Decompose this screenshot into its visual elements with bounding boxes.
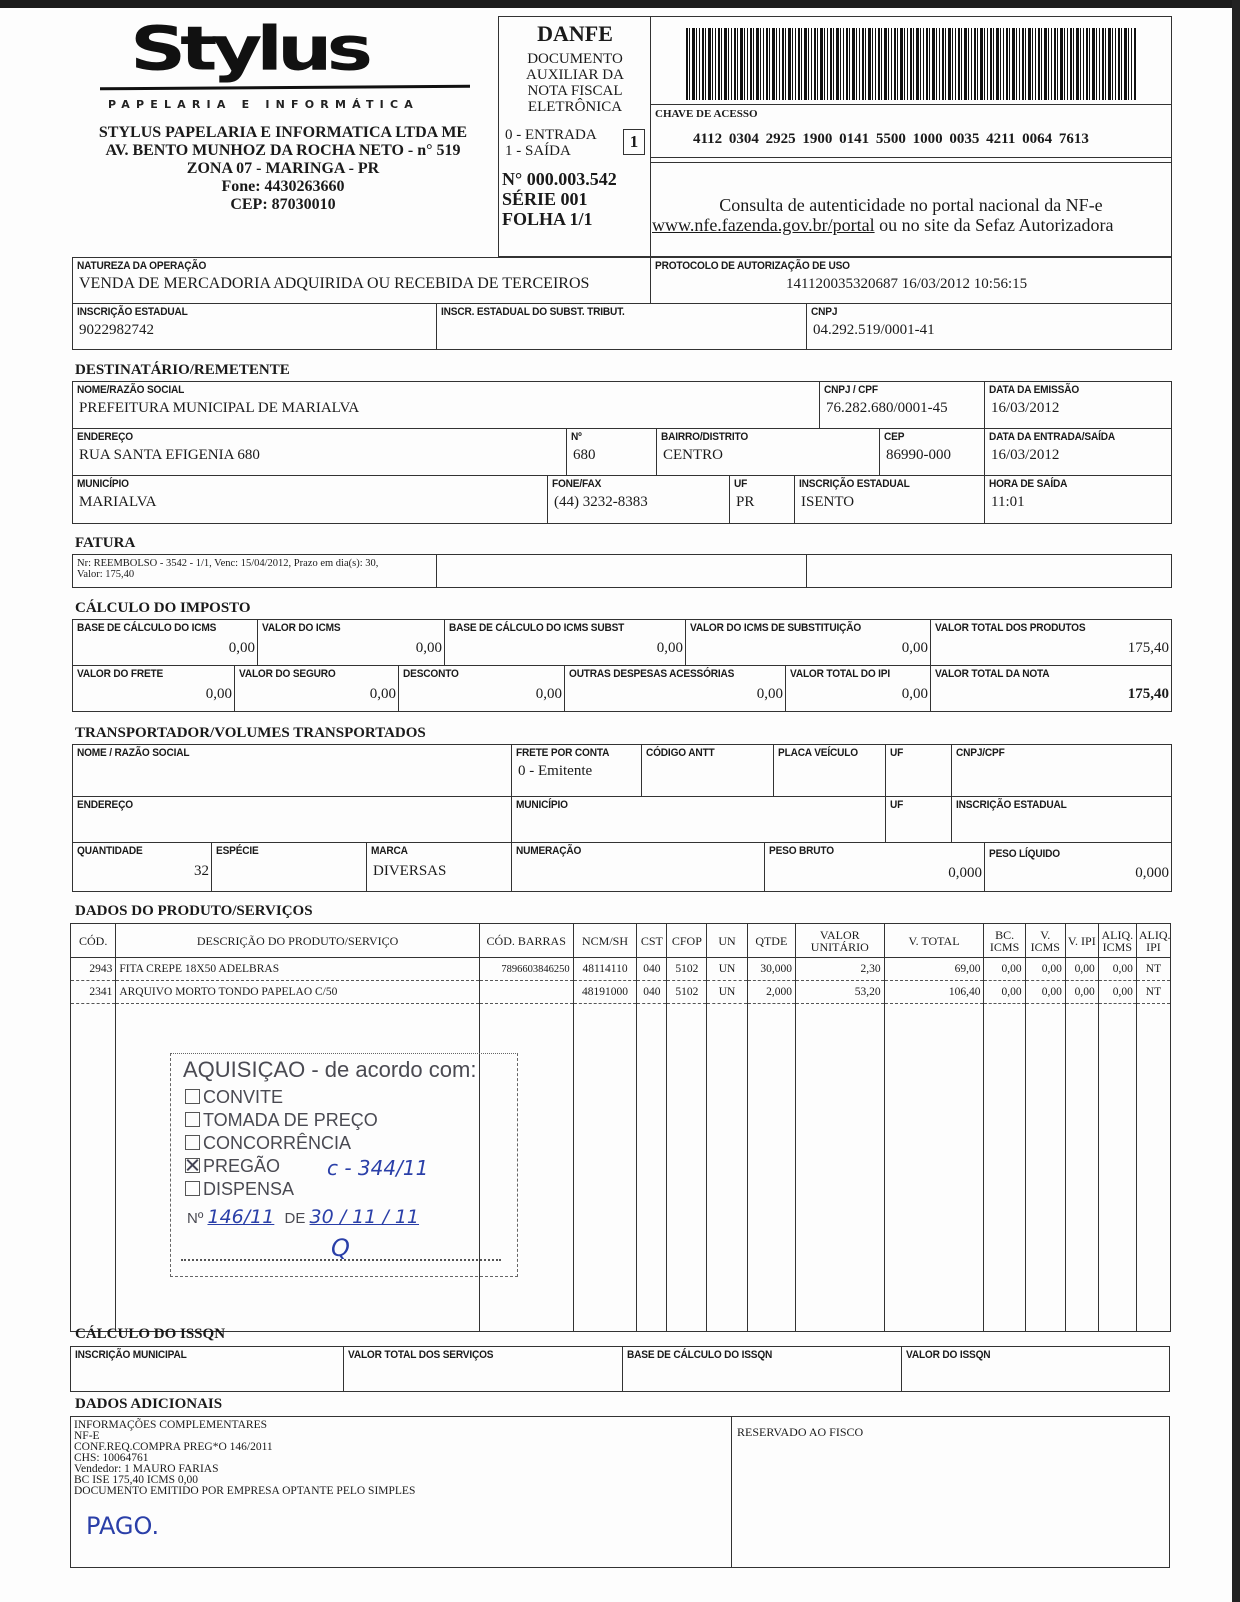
col-total: V. TOTAL — [884, 924, 984, 958]
complementary-info-text: INFORMAÇÕES COMPLEMENTARES NF-E CONF.REQ.COMPRA PREG*O 146/2011 CHS: 10064761 Vendedor: 1 MAURO FARIAS BC ISE 175,40 ICMS 0,00 DOCUMENTO EMITIDO POR EMPRESA OPTANTE PELO SIMPLES — [74, 1419, 416, 1497]
freight-value-field: VALOR DO FRETE 0,00 — [73, 666, 235, 711]
volume-species-field: ESPÉCIE — [212, 843, 367, 891]
handwritten-reference: c - 344/11 — [327, 1156, 429, 1180]
scan-border-right — [1232, 0, 1240, 1602]
col-unit: UN — [707, 924, 747, 958]
danfe-subtitle: DOCUMENTO AUXILIAR DA NOTA FISCAL ELETRÔNICA — [526, 51, 624, 115]
carrier-cnpj-field: CNPJ/CPF — [956, 747, 1005, 759]
acquisition-stamp — [170, 1053, 518, 1277]
state-registration-field: INSCRIÇÃO ESTADUAL 9022982742 — [73, 304, 437, 349]
stamp-number-line: Nº 146/11 DE 30 / 11 / 11 — [187, 1206, 420, 1228]
recipient-phone-field: FONE/FAX (44) 3232-8383 — [548, 476, 730, 523]
vehicle-plate-field: PLACA VEÍCULO — [774, 745, 886, 796]
transport-section-title: TRANSPORTADOR/VOLUMES TRANSPORTADOS — [75, 725, 426, 741]
col-v-ipi: V. IPI — [1065, 924, 1098, 958]
volume-brand-field: MARCA DIVERSAS — [367, 843, 512, 891]
invoice-empty-field-2 — [437, 555, 807, 587]
products-section-title: DADOS DO PRODUTO/SERVIÇOS — [75, 903, 313, 919]
logo-underline — [100, 85, 470, 91]
ipi-total-field: VALOR TOTAL DO IPI 0,00 — [786, 666, 931, 711]
products-total-field: VALOR TOTAL DOS PRODUTOS 175,40 — [935, 622, 1169, 656]
invoice-series: SÉRIE 001 — [502, 189, 588, 209]
invoice-duplicate-field: Nr: REEMBOLSO - 3542 - 1/1, Venc: 15/04/2012, Prazo em dia(s): 30, Valor: 175,40 — [73, 555, 437, 587]
icms-value-field: VALOR DO ICMS 0,00 — [258, 620, 445, 665]
stamp-title: AQUISIÇAO - de acordo com: — [183, 1057, 477, 1082]
carrier-uf-field: UF — [886, 745, 952, 796]
entry-exit-legend: 0 - ENTRADA 1 - SAÍDA — [505, 127, 597, 159]
col-cst: CST — [637, 924, 667, 958]
issqn-section-title: CÁLCULO DO ISSQN — [75, 1326, 226, 1342]
municipal-registration-field: INSCRIÇÃO MUNICIPAL — [71, 1347, 344, 1391]
services-total-field: VALOR TOTAL DOS SERVIÇOS — [344, 1347, 623, 1391]
invoice-total-field: VALOR TOTAL DA NOTA 175,40 — [935, 668, 1169, 702]
carrier-address-field: ENDEREÇO — [73, 797, 512, 842]
icms-st-base-field: BASE DE CÁLCULO DO ICMS SUBST 0,00 — [445, 620, 686, 665]
emission-date-field: DATA DA EMISSÃO 16/03/2012 — [989, 384, 1080, 416]
stylus-logo: Stylus — [130, 14, 367, 85]
recipient-cnpj-field: CNPJ / CPF 76.282.680/0001-45 — [820, 382, 985, 428]
subst-registration-field: INSCR. ESTADUAL DO SUBST. TRIBUT. — [437, 304, 807, 349]
antt-code-field: CÓDIGO ANTT — [642, 745, 774, 796]
recipient-city-field: MUNICÍPIO MARIALVA — [73, 476, 548, 523]
icms-st-value-field: VALOR DO ICMS DE SUBSTITUIÇÃO 0,00 — [686, 620, 931, 665]
col-bc-icms: BC. ICMS — [984, 924, 1025, 958]
carrier-city-field: MUNICÍPIO — [512, 797, 886, 842]
carrier-uf2-field: UF — [886, 797, 952, 842]
invoice-number-block — [502, 169, 617, 229]
nature-field: NATUREZA DA OPERAÇÃO VENDA DE MERCADORIA ADQUIRIDA OU RECEBIDA DE TERCEIROS — [73, 258, 651, 303]
access-key-value: 4112 0304 2925 1900 0141 5500 1000 0035 4211 0064 7613 — [693, 131, 1089, 147]
recipient-cep-field: CEP 86990-000 — [880, 429, 985, 475]
issuer-cep: CEP: 87030010 — [230, 196, 336, 213]
issuer-address: AV. BENTO MUNHOZ DA ROCHA NETO - n° 519 — [105, 142, 461, 159]
barcode-icon — [686, 28, 1136, 100]
stamp-option-dispensa: DISPENSA — [185, 1179, 294, 1200]
gross-weight-field: PESO BRUTO 0,000 — [765, 843, 985, 891]
checkbox-unchecked-icon — [185, 1089, 200, 1104]
transport-box — [72, 744, 1172, 892]
icms-base-field: BASE DE CÁLCULO DO ICMS 0,00 — [73, 620, 258, 665]
recipient-address-field: ENDEREÇO RUA SANTA EFIGENIA 680 — [73, 429, 567, 475]
consult-line-2: www.nfe.fazenda.gov.br/portal ou no site da Sefaz Autorizadora — [652, 215, 1114, 235]
stamp-signature-line — [181, 1259, 501, 1261]
issqn-box — [70, 1346, 1170, 1392]
col-unit-price: VALOR UNITÁRIO — [796, 924, 885, 958]
recipient-number-field: Nº 680 — [567, 429, 657, 475]
danfe-title: DANFE — [537, 21, 613, 46]
issqn-base-field: BASE DE CÁLCULO DO ISSQN — [623, 1347, 902, 1391]
col-cfop: CFOP — [667, 924, 707, 958]
issuer-cnpj-field: CNPJ 04.292.519/0001-41 — [811, 306, 935, 338]
stamp-option-pregao: PREGÃO — [185, 1156, 280, 1177]
recipient-district-field: BAIRRO/DISTRITO CENTRO — [657, 429, 880, 475]
recipient-uf-field: UF PR — [730, 476, 795, 523]
table-row: 2341 ARQUIVO MORTO TONDO PAPELAO C/50 48191000 040 5102 UN 2,000 53,20 106,40 0,00 0,00 0,00 0,00 NT — [71, 981, 1171, 1004]
protocol-field: PROTOCOLO DE AUTORIZAÇÃO DE USO 141120035320687 16/03/2012 10:56:15 — [655, 260, 1028, 292]
col-code: CÓD. — [71, 924, 116, 958]
operation-row — [72, 257, 1172, 304]
exit-time-field: HORA DE SAÍDA 11:01 — [989, 478, 1068, 510]
freight-by-field: FRETE POR CONTA 0 - Emitente — [512, 745, 642, 796]
checkbox-unchecked-icon — [185, 1112, 200, 1127]
table-row: 2943 FITA CREPE 18X50 ADELBRAS 7896603846250 48114110 040 5102 UN 30,000 2,30 69,00 0,00 0,00 0,00 0,00 NT — [71, 958, 1171, 981]
checkbox-checked-icon — [185, 1158, 200, 1173]
discount-field: DESCONTO 0,00 — [399, 666, 565, 711]
issuer-zone: ZONA 07 - MARINGA - PR — [186, 160, 380, 177]
col-description: DESCRIÇÃO DO PRODUTO/SERVIÇO — [116, 924, 480, 958]
recipient-ie-field: INSCRIÇÃO ESTADUAL ISENTO — [795, 476, 985, 523]
nfe-portal-link[interactable]: www.nfe.fazenda.gov.br/portal — [652, 215, 875, 235]
col-barcode: CÓD. BARRAS — [479, 924, 573, 958]
net-weight-field: PESO LÍQUIDO 0,000 — [989, 848, 1169, 881]
stamp-option-convite: CONVITE — [185, 1087, 283, 1108]
handwritten-paid-note: PAGO. — [86, 1512, 160, 1540]
tax-section-title: CÁLCULO DO IMPOSTO — [75, 600, 251, 616]
col-aliq-ipi: ALIQ. IPI — [1136, 924, 1170, 958]
handwritten-initials: Q — [331, 1234, 350, 1262]
registration-row — [72, 303, 1172, 350]
checkbox-unchecked-icon — [185, 1135, 200, 1150]
col-ncm: NCM/SH — [573, 924, 637, 958]
volume-numbering-field: NUMERAÇÃO — [512, 843, 765, 891]
operation-type-box: 1 — [623, 129, 645, 155]
issuer-phone: Fone: 4430263660 — [221, 178, 345, 195]
logo-subtitle: PAPELARIA E INFORMÁTICA — [108, 98, 419, 111]
additional-section-title: DADOS ADICIONAIS — [75, 1396, 223, 1412]
col-aliq-icms: ALIQ. ICMS — [1098, 924, 1136, 958]
products-header-row — [71, 924, 1171, 958]
reserved-fisco-label: RESERVADO AO FISCO — [737, 1425, 864, 1439]
stamp-option-concorrencia: CONCORRÊNCIA — [185, 1133, 351, 1154]
col-qty: QTDE — [747, 924, 795, 958]
tax-box — [72, 619, 1172, 712]
recipient-box — [72, 381, 1172, 524]
stamp-option-tomada: TOMADA DE PREÇO — [185, 1110, 378, 1131]
scan-border-top — [0, 0, 1240, 8]
carrier-name-field: NOME / RAZÃO SOCIAL — [73, 745, 512, 796]
invoice-number: N° 000.003.542 — [502, 169, 617, 189]
invoice-box — [72, 554, 1172, 588]
danfe-box — [498, 16, 650, 257]
issuer-name: STYLUS PAPELARIA E INFORMATICA LTDA ME — [98, 124, 468, 141]
other-expenses-field: OUTRAS DESPESAS ACESSÓRIAS 0,00 — [565, 666, 786, 711]
invoice-section-title: FATURA — [75, 535, 136, 551]
volume-quantity-field: QUANTIDADE 32 — [73, 843, 212, 891]
recipient-section-title: DESTINATÁRIO/REMETENTE — [75, 362, 290, 378]
access-key-label: CHAVE DE ACESSO — [655, 108, 758, 120]
entry-exit-date-field: DATA DA ENTRADA/SAÍDA 16/03/2012 — [989, 431, 1116, 463]
insurance-value-field: VALOR DO SEGURO 0,00 — [235, 666, 399, 711]
invoice-sheet: FOLHA 1/1 — [502, 209, 593, 229]
issqn-value-field: VALOR DO ISSQN — [906, 1349, 991, 1361]
consult-line-1: Consulta de autenticidade no portal nacional da NF-e — [719, 195, 1103, 215]
recipient-name-field: NOME/RAZÃO SOCIAL PREFEITURA MUNICIPAL DE MARIALVA — [73, 382, 820, 428]
col-v-icms: V. ICMS — [1025, 924, 1065, 958]
checkbox-unchecked-icon — [185, 1181, 200, 1196]
carrier-ie-field: INSCRIÇÃO ESTADUAL — [956, 799, 1067, 811]
